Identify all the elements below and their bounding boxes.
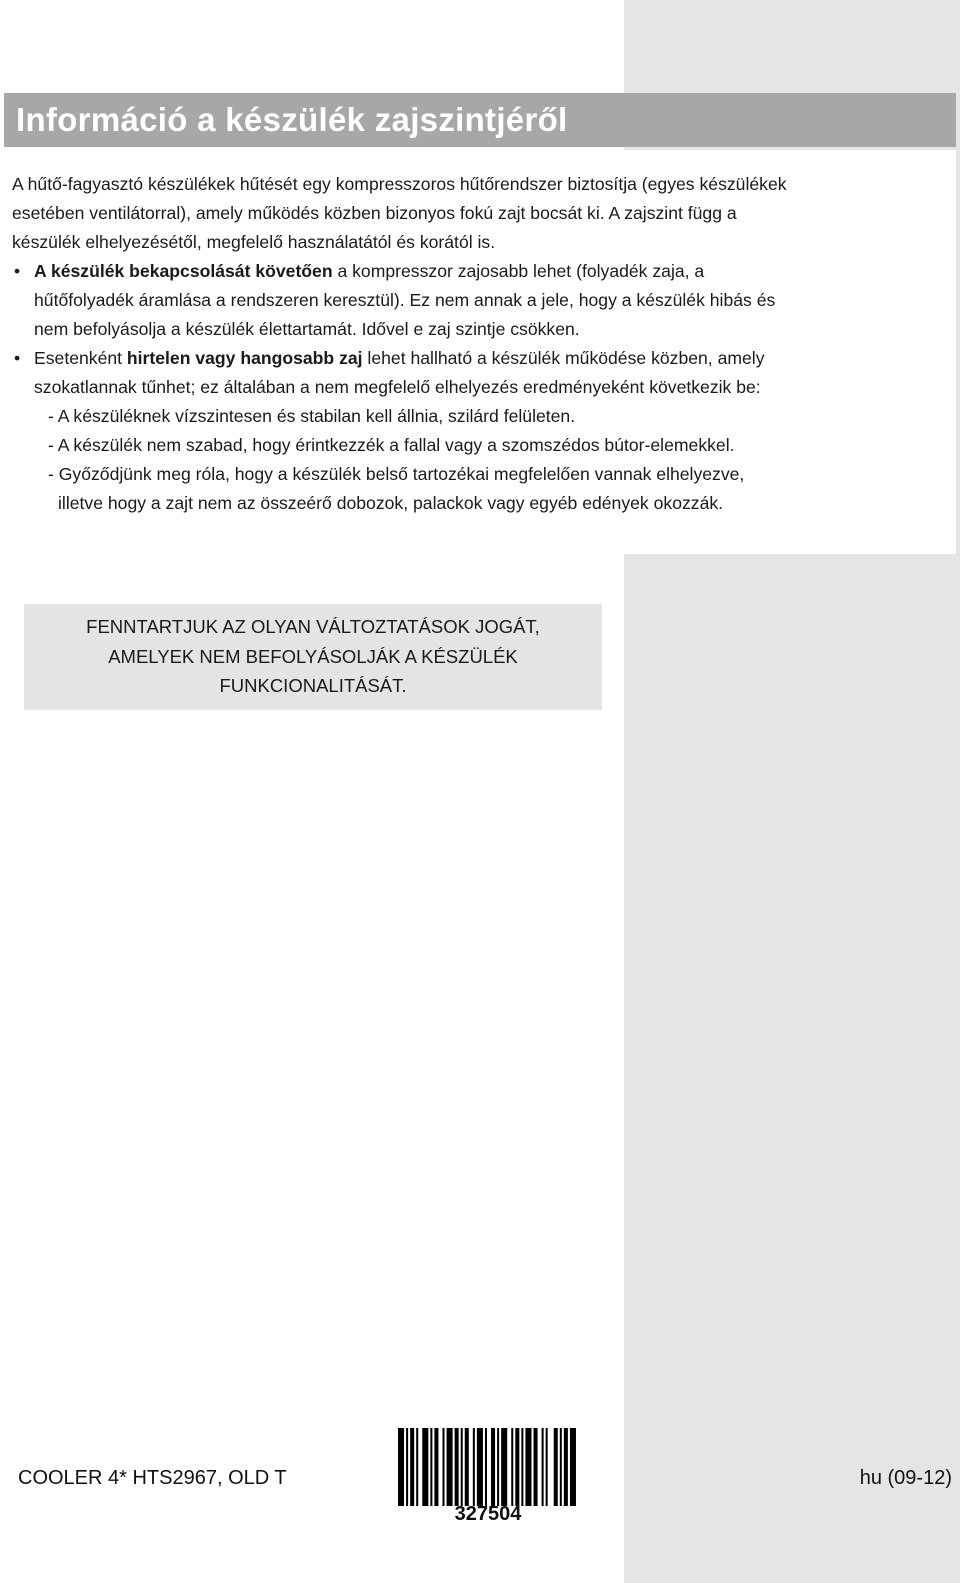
page-title: Információ a készülék zajszintjéről xyxy=(16,101,568,138)
dash-item: - A készülék nem szabad, hogy érintkezzék a fallal vagy a szomszédos bútor-elemekkel. xyxy=(48,435,735,455)
barcode-bar xyxy=(525,1428,531,1506)
bullet-item-startup-noise xyxy=(12,257,956,344)
barcode-bar xyxy=(410,1428,414,1506)
barcode-bar xyxy=(465,1428,469,1506)
bullet-icon: • xyxy=(14,261,21,281)
bullet-text: szokatlannak tűnhet; ez általában a nem megfelelő elhelyezés eredményeként következik be: xyxy=(34,377,761,397)
bullet-text: hűtőfolyadék áramlása a rendszeren keresztül). Ez nem annak a jele, hogy a készülék hibás és xyxy=(34,290,776,310)
bullet-text: lehet hallható a készülék működése közben, amely xyxy=(362,348,765,368)
barcode-bar xyxy=(430,1428,432,1506)
barcode-bar xyxy=(534,1428,538,1506)
dash-item: - A készüléknek vízszintesen és stabilan kell állnia, szilárd felületen. xyxy=(48,406,576,426)
intro-line: készülék elhelyezésétől, megfelelő használatától és korától is. xyxy=(12,232,496,252)
notice-line: AMELYEK NEM BEFOLYÁSOLJÁK A KÉSZÜLÉK xyxy=(108,645,518,667)
bullet-text: nem befolyásolja a készülék élettartamát. Idővel e zaj szintje csökken. xyxy=(34,319,580,339)
barcode-icon xyxy=(398,1428,578,1506)
dash-item-continuation: illetve hogy a zajt nem az összeérő dobozok, palackok vagy egyéb edények okozzák. xyxy=(58,493,724,513)
barcode-bar xyxy=(406,1428,408,1506)
barcode-bar xyxy=(477,1428,483,1506)
bullet-icon: • xyxy=(14,348,21,368)
barcode-bar xyxy=(485,1428,487,1506)
barcode-number: 327504 xyxy=(454,1503,522,1525)
bullet-text: a kompresszor zajosabb lehet (folyadék zaja, a xyxy=(332,261,705,281)
barcode-bar xyxy=(416,1428,418,1506)
barcode-bar xyxy=(434,1428,438,1506)
barcode-bar xyxy=(461,1428,463,1506)
notice-text xyxy=(24,612,602,701)
dash-item: - Győződjünk meg róla, hogy a készülék belső tartozékai megfelelően vannak elhelyezve, xyxy=(48,464,745,484)
barcode-bar xyxy=(564,1428,568,1506)
footer-language-code: hu (09-12) xyxy=(859,1467,952,1489)
notice-line: FUNKCIONALITÁSÁT. xyxy=(219,675,407,696)
barcode-bar xyxy=(473,1428,475,1506)
barcode-bar xyxy=(442,1428,444,1506)
barcode-bar xyxy=(501,1428,507,1506)
bullet-text: Esetenként xyxy=(34,348,127,368)
barcode-bar xyxy=(521,1428,523,1506)
barcode-bar xyxy=(422,1428,428,1506)
barcode-bar xyxy=(398,1428,404,1506)
barcode-bar xyxy=(515,1428,519,1506)
barcode-bar xyxy=(546,1428,548,1506)
barcode-bar xyxy=(455,1428,459,1506)
body-text xyxy=(12,170,956,518)
intro-line: esetében ventilátorral), amely működés közben bizonyos fokú zajt bocsát ki. A zajszint függ a xyxy=(12,203,737,223)
barcode-bar xyxy=(511,1428,513,1506)
barcode-bar xyxy=(554,1428,558,1506)
bullet-emphasis: A készülék bekapcsolását követően xyxy=(34,261,333,281)
footer-model: COOLER 4* HTS2967, OLD T xyxy=(18,1467,287,1489)
barcode-bar xyxy=(497,1428,499,1506)
bullet-emphasis: hirtelen vagy hangosabb zaj xyxy=(126,348,363,368)
intro-line: A hűtő-fagyasztó készülékek hűtését egy kompresszoros hűtőrendszer biztosítja (egyes készülékek xyxy=(12,174,787,194)
barcode-bar xyxy=(570,1428,576,1506)
bullet-item-sudden-noise xyxy=(12,344,956,402)
barcode-bar xyxy=(491,1428,495,1506)
barcode-bar xyxy=(560,1428,562,1506)
barcode-bar xyxy=(447,1428,453,1506)
notice-line: FENNTARTJUK AZ OLYAN VÁLTOZTATÁSOK JOGÁT, xyxy=(86,616,540,637)
barcode-bar xyxy=(542,1428,544,1506)
